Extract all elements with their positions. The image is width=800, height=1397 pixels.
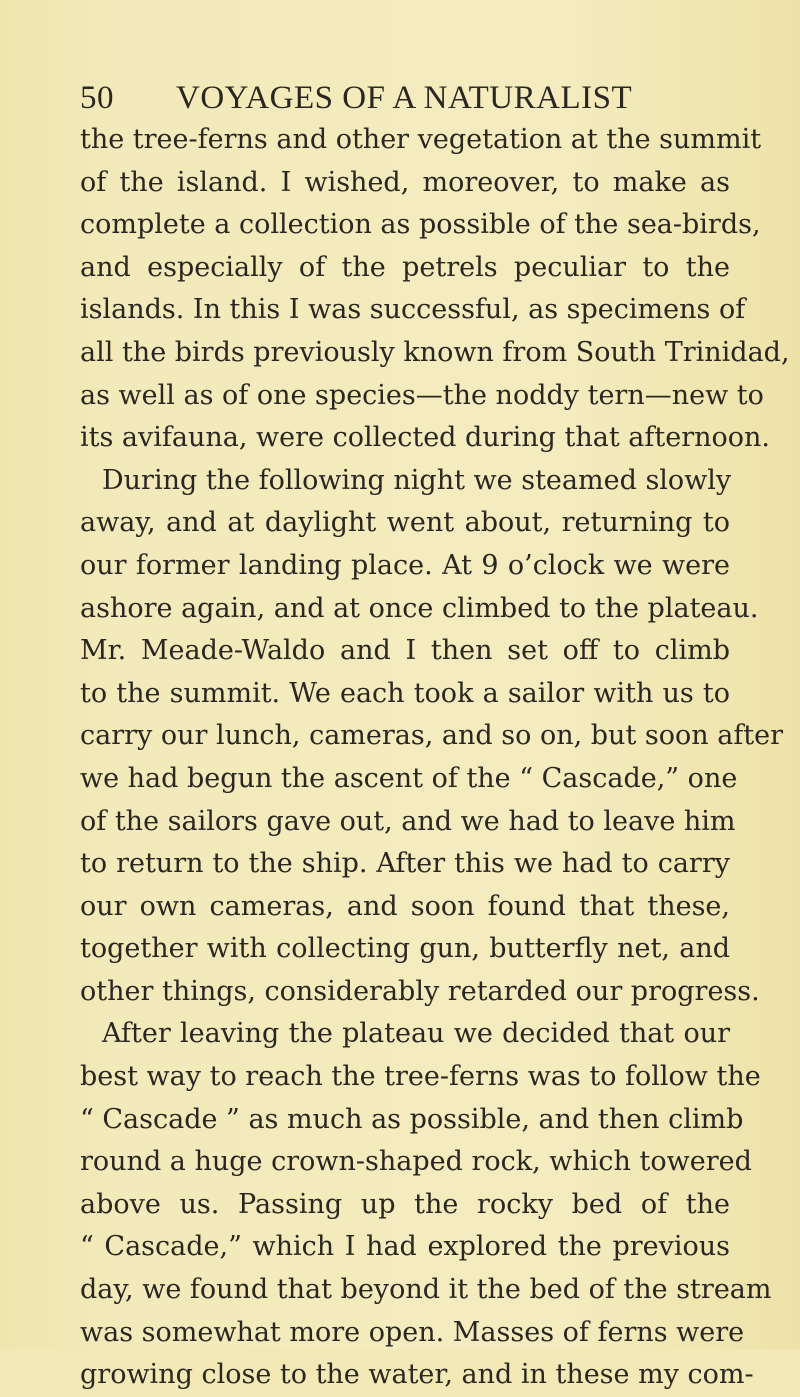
page-number: 50 xyxy=(80,80,114,116)
text-line: to the summit. We each took a sailor with us to xyxy=(80,677,730,709)
text-line: “ Cascade,” which I had explored the previous xyxy=(80,1231,730,1263)
text-line: growing close to the water, and in these my com- xyxy=(80,1359,754,1391)
running-title: VOYAGES OF A NATURALIST xyxy=(176,80,633,116)
text-line: of the sailors gave out, and we had to leave him xyxy=(80,805,736,837)
text-line: During the following night we steamed slowly xyxy=(102,464,732,496)
text-line: was somewhat more open. Masses of ferns were xyxy=(80,1316,745,1348)
text-line: all the birds previously known from South Trinidad, xyxy=(80,336,790,368)
text-line: its avifauna, were collected during that afternoon. xyxy=(80,422,770,454)
text-line: to return to the ship. After this we had to carry xyxy=(80,848,730,880)
text-line: and especially of the petrels peculiar to the xyxy=(80,251,730,283)
text-line: islands. In this I was successful, as specimens of xyxy=(80,294,746,326)
text-line: carry our lunch, cameras, and so on, but soon after xyxy=(80,720,784,752)
text-line: together with collecting gun, butterfly net, and xyxy=(80,933,730,965)
text-line: our own cameras, and soon found that these, xyxy=(80,890,730,922)
text-line: our former landing place. At 9 o’clock we were xyxy=(80,549,730,581)
page-header xyxy=(80,78,730,118)
text-line: “ Cascade ” as much as possible, and then climb xyxy=(80,1103,744,1135)
body-text xyxy=(80,119,790,1397)
text-line: After leaving the plateau we decided that our xyxy=(102,1018,730,1050)
text-line: away, and at daylight went about, returning to xyxy=(80,507,730,539)
text-line: Mr. Meade-Waldo and I then set off to climb xyxy=(80,635,730,667)
text-line: best way to reach the tree-ferns was to follow the xyxy=(80,1061,761,1093)
text-line: other things, considerably retarded our progress. xyxy=(80,975,760,1007)
text-line: round a huge crown-shaped rock, which towered xyxy=(80,1146,752,1178)
text-line: complete a collection as possible of the sea-birds, xyxy=(80,209,761,241)
text-line: of the island. I wished, moreover, to make as xyxy=(80,166,730,198)
text-line: day, we found that beyond it the bed of the stream xyxy=(80,1274,772,1306)
text-line: above us. Passing up the rocky bed of the xyxy=(80,1188,730,1220)
text-line: as well as of one species—the noddy tern—new to xyxy=(80,379,764,411)
text-line: we had begun the ascent of the “ Cascade,” one xyxy=(80,762,738,794)
text-line: ashore again, and at once climbed to the plateau. xyxy=(80,592,759,624)
text-line: the tree-ferns and other vegetation at the summit xyxy=(80,124,762,155)
